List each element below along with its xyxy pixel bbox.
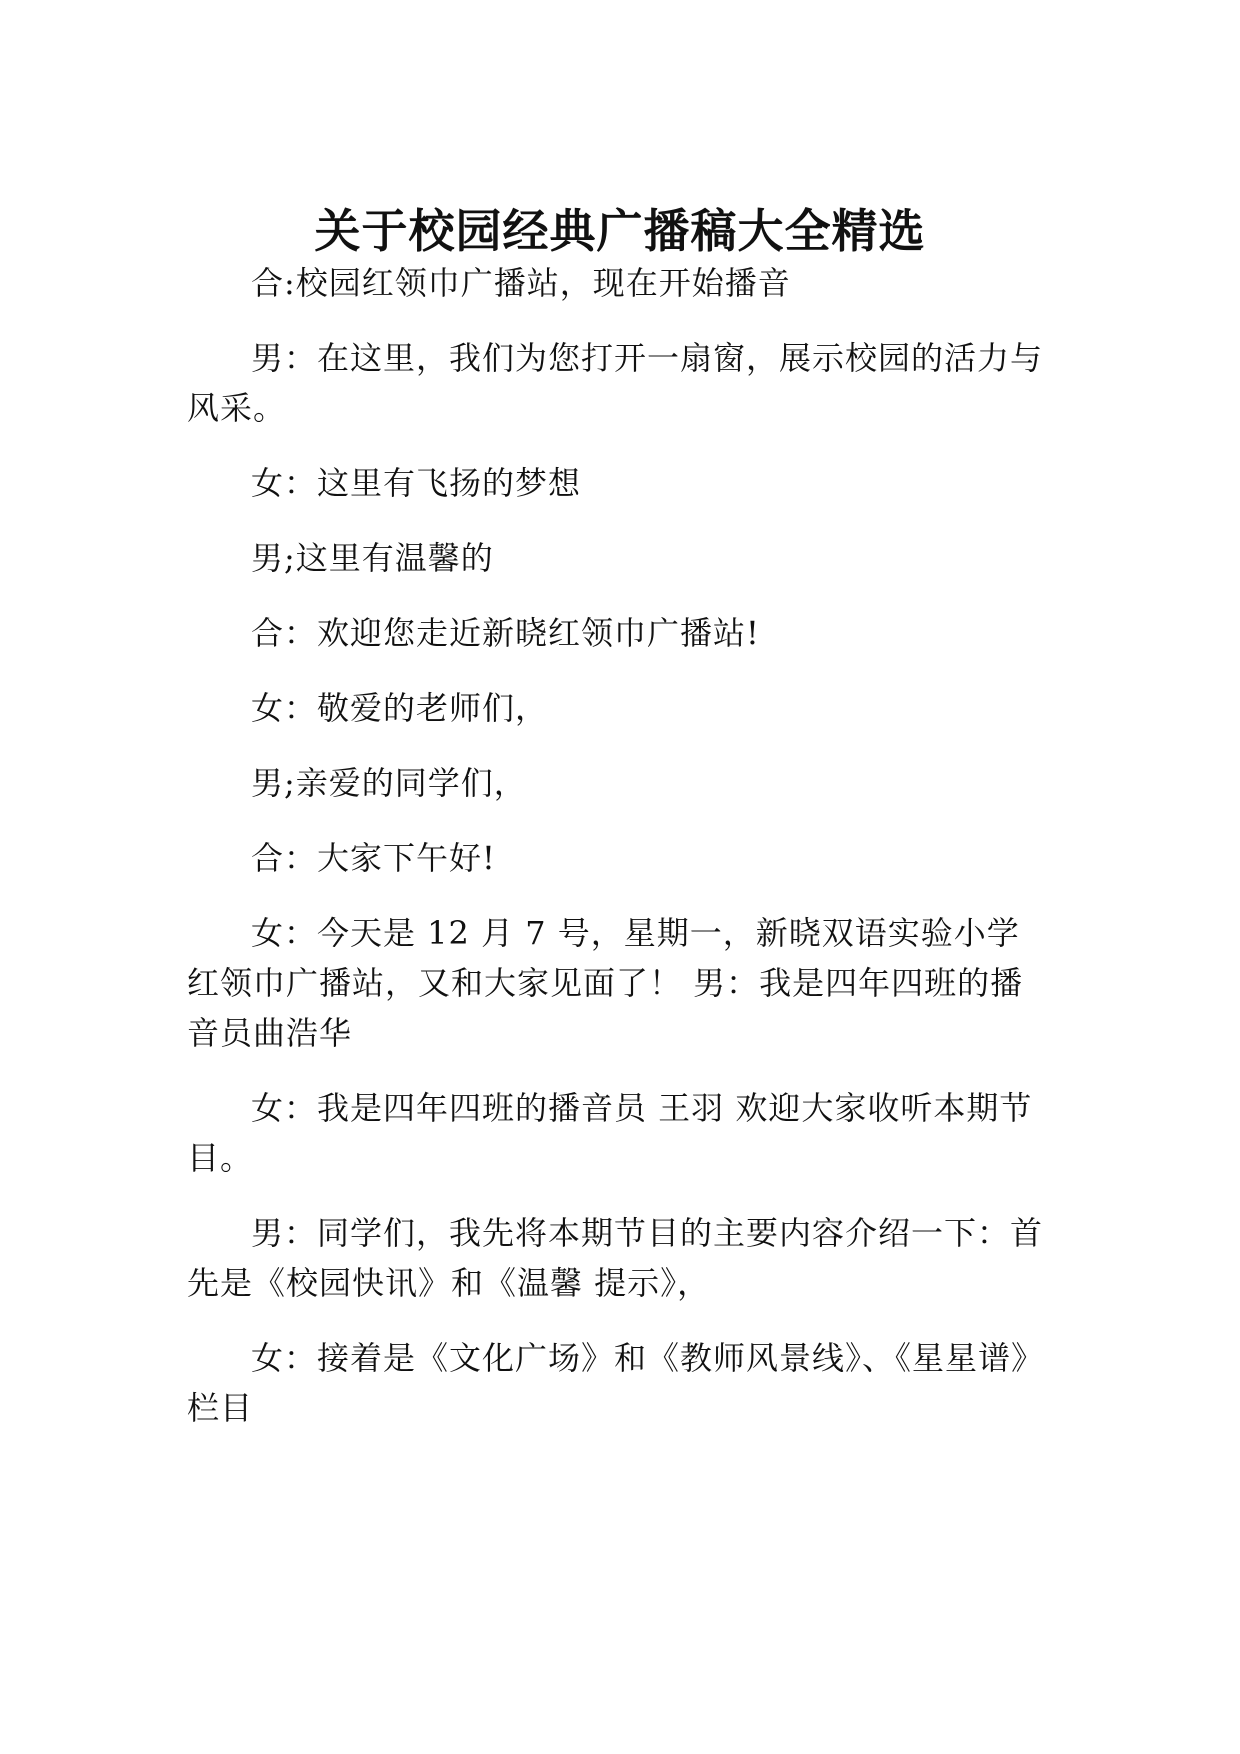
paragraph-4: 男;这里有温馨的 (251, 539, 494, 577)
paragraph-2: 男：在这里，我们为您打开一扇窗，展示校园的活力与风采。 (187, 339, 1044, 427)
paragraph-10: 女：我是四年四班的播音员 王羽 欢迎大家收听本期节目。 (187, 1089, 1033, 1177)
document-title: 关于校园经典广播稿大全精选 (314, 203, 926, 258)
paragraph-3: 女：这里有飞扬的梦想 (251, 464, 582, 502)
paragraph-8: 合：大家下午好! (251, 839, 496, 877)
paragraph-9: 女：今天是 12 月 7 号，星期一，新晓双语实验小学红领巾广播站，又和大家见面了！ 男：我是四年四班的播音员曲浩华 (187, 914, 1024, 1052)
paragraph-12: 女：接着是《文化广场》和《教师风景线》、《星星谱》栏目 (187, 1339, 1045, 1427)
paragraph-7: 男;亲爱的同学们， (251, 764, 527, 802)
paragraph-1: 合:校园红领巾广播站，现在开始播音 (251, 264, 791, 302)
document-body (187, 258, 1051, 1433)
paragraph-11: 男：同学们，我先将本期节目的主要内容介绍一下：首先是《校园快讯》和《温馨 提示》， (187, 1214, 1044, 1302)
paragraph-5: 合：欢迎您走近新晓红领巾广播站! (251, 614, 760, 652)
paragraph-6: 女：敬爱的老师们， (251, 689, 549, 727)
